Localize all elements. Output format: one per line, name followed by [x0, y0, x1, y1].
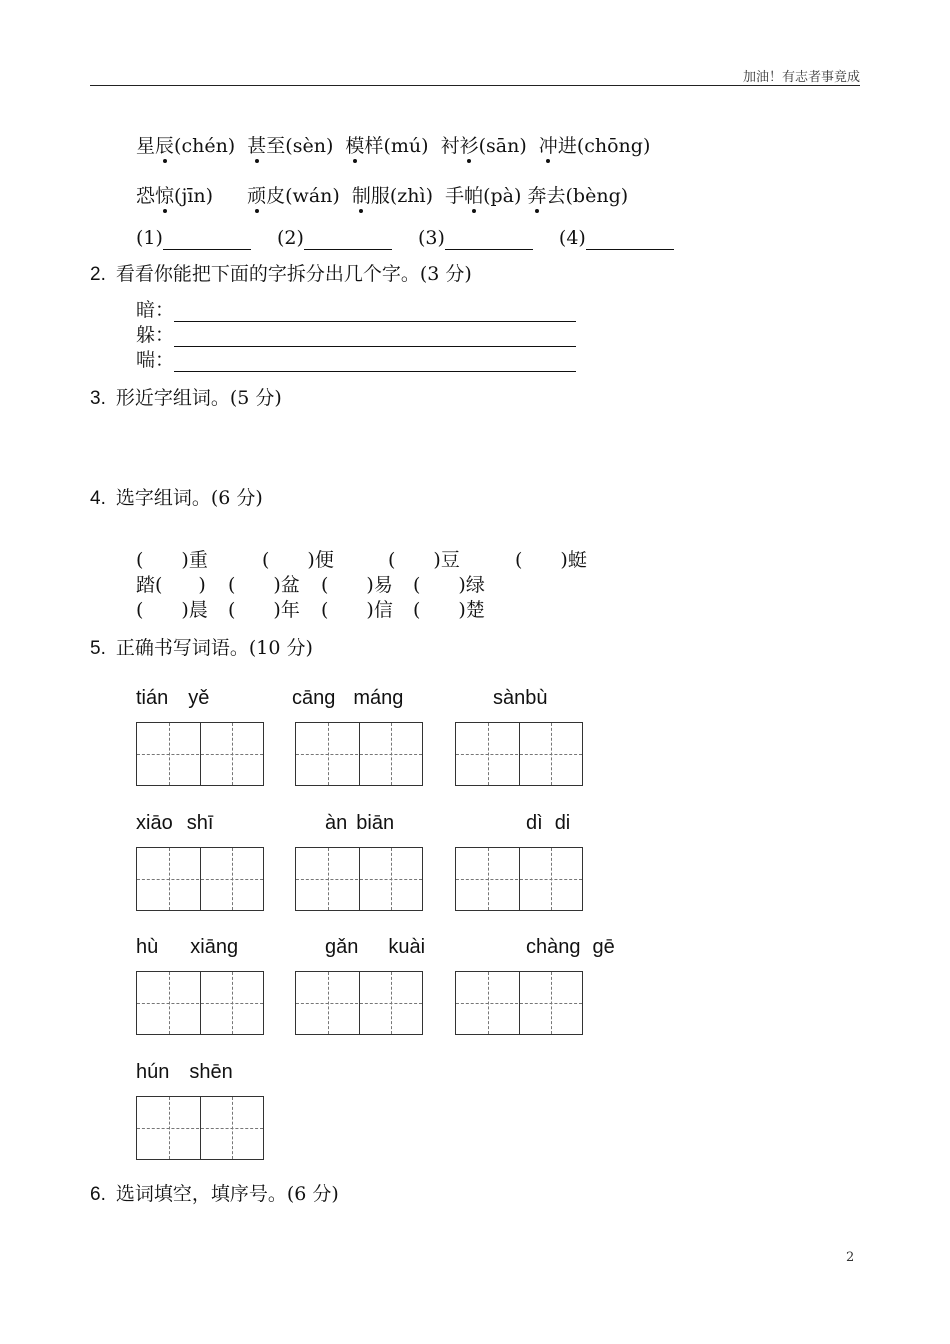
syllable: chàng — [526, 936, 581, 958]
q4-title — [90, 486, 263, 511]
paren-open: ( — [136, 549, 144, 571]
syllable: dì — [526, 812, 543, 834]
pinyin: (zhì) — [389, 185, 434, 207]
q2-line-2 — [136, 323, 576, 347]
dotted-char: 甚 — [247, 135, 267, 157]
paren-close-char: )易 — [366, 574, 393, 596]
char: 衬 — [440, 135, 460, 157]
paren-open: ( — [388, 549, 396, 571]
pinyin: (wán) — [285, 185, 340, 207]
pinyin: (chén) — [174, 135, 236, 157]
syllable: xiāng — [190, 936, 239, 958]
syllable: gē — [592, 936, 615, 958]
paren-open: ( — [321, 574, 329, 596]
q2-char: 喘： — [136, 349, 175, 371]
paren-open: ( — [136, 599, 144, 621]
q2-title — [90, 262, 472, 287]
writing-grid[interactable] — [455, 971, 583, 1035]
pinyin-label — [526, 811, 570, 835]
dotted-char: 冲 — [538, 135, 558, 157]
char: 进 — [557, 135, 577, 157]
q4-item — [262, 548, 334, 572]
dotted-char: 制 — [351, 185, 371, 207]
paren-close-char: )绿 — [458, 574, 485, 596]
q1-item — [345, 134, 428, 158]
paren-close-char: )晨 — [181, 599, 208, 621]
pinyin-label — [493, 686, 548, 710]
answer-blank[interactable] — [304, 229, 392, 250]
char: 至 — [266, 135, 286, 157]
answer-blank[interactable] — [174, 301, 576, 322]
question-number: 4. — [90, 488, 106, 509]
paren-open: ( — [228, 599, 236, 621]
paren-close-char: )便 — [307, 549, 334, 571]
syllable: hù — [136, 936, 159, 958]
q4-item — [413, 573, 485, 597]
syllable: sàn — [493, 687, 526, 709]
paren-close-char: ) — [198, 574, 206, 596]
paren-close-char: )信 — [366, 599, 393, 621]
syllable: bù — [525, 687, 548, 709]
pinyin: (chōng) — [576, 135, 651, 157]
q4-item — [228, 598, 300, 622]
question-text: 形近字组词。(5 分) — [115, 387, 282, 409]
q4-item — [321, 598, 393, 622]
dotted-char: 顽 — [247, 185, 267, 207]
syllable: shī — [186, 812, 214, 834]
syllable: biān — [356, 812, 395, 834]
q4-item — [136, 573, 206, 597]
q1-row-1 — [136, 134, 650, 158]
q2-char: 暗： — [136, 299, 175, 321]
writing-grid[interactable] — [136, 1096, 264, 1160]
pinyin-label — [136, 1060, 233, 1084]
paren-open: ( — [515, 549, 523, 571]
char: 服 — [370, 185, 390, 207]
question-text: 看看你能把下面的字拆分出几个字。(3 分) — [115, 263, 472, 285]
syllable: di — [554, 812, 571, 834]
char: 皮 — [266, 185, 286, 207]
syllable: yě — [188, 687, 210, 709]
q1-item — [352, 184, 433, 208]
paren-close-char: )蜓 — [560, 549, 587, 571]
pinyin-label — [136, 935, 238, 959]
writing-grid[interactable] — [295, 847, 423, 911]
dotted-char: 帕 — [464, 185, 484, 207]
pinyin-label — [136, 811, 213, 835]
writing-grid[interactable] — [455, 847, 583, 911]
header-motto: 加油！有志者事竟成 — [742, 70, 860, 85]
dotted-char: 辰 — [155, 135, 175, 157]
pinyin: (bèng) — [565, 185, 629, 207]
writing-grid[interactable] — [136, 847, 264, 911]
q1-item — [445, 184, 521, 208]
q4-item — [228, 573, 300, 597]
syllable: gǎn — [325, 936, 359, 958]
syllable: tián — [136, 687, 169, 709]
q2-char: 躲： — [136, 324, 175, 346]
q4-item — [136, 598, 208, 622]
pinyin-label — [526, 935, 615, 959]
writing-grid[interactable] — [295, 722, 423, 786]
char: 样 — [364, 135, 384, 157]
q1-item — [136, 134, 235, 158]
pinyin: (sān) — [478, 135, 527, 157]
answer-blank[interactable] — [445, 229, 533, 250]
q4-item — [136, 548, 208, 572]
answer-blank[interactable] — [174, 326, 576, 347]
answer-label: (2) — [276, 227, 304, 249]
q1-item — [441, 134, 527, 158]
paren-open: ( — [228, 574, 236, 596]
paren-close-char: )豆 — [433, 549, 460, 571]
q2-line-3 — [136, 348, 576, 372]
answer-label: (1) — [136, 227, 163, 249]
q1-item — [247, 134, 333, 158]
question-number: 3. — [90, 388, 106, 409]
answer-label: (3) — [417, 227, 445, 249]
syllable: máng — [353, 687, 404, 709]
paren-open: ( — [413, 599, 421, 621]
q1-item — [247, 184, 340, 208]
answer-label: (4) — [558, 227, 586, 249]
paren-close-char: )盆 — [273, 574, 300, 596]
syllable: hún — [136, 1061, 170, 1083]
dotted-char: 模 — [345, 135, 365, 157]
answer-blank[interactable] — [163, 229, 251, 250]
question-number: 5. — [90, 638, 106, 659]
dotted-char: 奔 — [527, 185, 547, 207]
question-number: 6. — [90, 1184, 106, 1205]
paren-open: ( — [413, 574, 421, 596]
q1-item — [527, 184, 628, 208]
paren-close-char: )年 — [273, 599, 300, 621]
q6-title — [90, 1182, 339, 1207]
paren-close-char: )楚 — [458, 599, 485, 621]
answer-blank[interactable] — [586, 229, 674, 250]
syllable: kuài — [388, 936, 426, 958]
dotted-char: 惊 — [155, 185, 175, 207]
paren-open: ( — [262, 549, 270, 571]
q5-title — [90, 636, 313, 661]
pinyin: (mú) — [383, 135, 429, 157]
syllable: shēn — [189, 1061, 233, 1083]
writing-grid[interactable] — [455, 722, 583, 786]
pinyin: (jīn) — [174, 185, 214, 207]
q4-item — [515, 548, 587, 572]
paren-close-char: )重 — [181, 549, 208, 571]
syllable: cāng — [292, 687, 336, 709]
writing-grid[interactable] — [136, 971, 264, 1035]
syllable: àn — [325, 812, 348, 834]
pinyin-label — [136, 686, 209, 710]
q4-item — [413, 598, 485, 622]
writing-grid[interactable] — [136, 722, 264, 786]
q1-item — [539, 134, 651, 158]
pinyin-label — [292, 686, 403, 710]
question-text: 选字组词。(6 分) — [115, 487, 263, 509]
question-number: 2. — [90, 264, 106, 285]
char: 去 — [546, 185, 566, 207]
q3-title — [90, 386, 282, 411]
q4-item — [321, 573, 393, 597]
pinyin: (sèn) — [285, 135, 334, 157]
dotted-char: 衫 — [459, 135, 479, 157]
syllable: xiāo — [136, 812, 173, 834]
q4-item — [388, 548, 460, 572]
pinyin-label — [325, 935, 425, 959]
question-text: 正确书写词语。(10 分) — [115, 637, 313, 659]
pinyin: (pà) — [483, 185, 522, 207]
question-text: 选词填空，填序号。(6 分) — [115, 1183, 339, 1205]
q2-line-1 — [136, 298, 576, 322]
header-rule — [90, 85, 860, 86]
char: 星 — [136, 135, 156, 157]
q1-item — [136, 184, 213, 208]
writing-grid[interactable] — [295, 971, 423, 1035]
char: 手 — [445, 185, 465, 207]
paren-open: 踏( — [136, 574, 163, 596]
page-number: 2 — [846, 1250, 855, 1265]
answer-blank[interactable] — [174, 351, 576, 372]
q1-row-2 — [136, 184, 628, 208]
char: 恐 — [136, 185, 156, 207]
pinyin-label — [325, 811, 394, 835]
q1-answer-row — [136, 226, 674, 250]
paren-open: ( — [321, 599, 329, 621]
